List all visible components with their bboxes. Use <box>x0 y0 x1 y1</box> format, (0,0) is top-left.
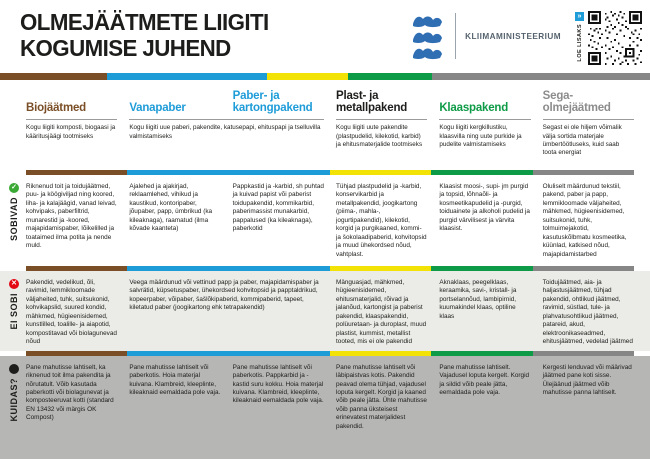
suitable-plastmetall: Tühjad plastpudelid ja -karbid, konservikarbid ja metallpakendid, joogikartong (piima-, mahla-, jogurtipakendid), kilekotid, korgid ja purgikaaned, kommi- ja šokolaadipaberid, kohvitopsid ja muud ühekordsed nõud, vahtplast. <box>336 183 427 258</box>
stripe-kartong <box>187 73 267 80</box>
column-title-vanapaber: Vanapaber <box>129 102 186 115</box>
column-title-klaaspakend: Klaaspakend <box>439 102 509 115</box>
suitable-vanapaber: Ajalehed ja ajakirjad, reklaamlehed, vihikud ja kaustikud, kontoripaber, jõupaber, papp, ümbrikud (ka kileaknaga), raamatud (ilma kõvade kaanteta) <box>129 183 213 233</box>
chevron-right-icon: » <box>575 12 584 21</box>
row-not-suitable-cells <box>26 279 634 347</box>
how-kartongpakend: Pane mahutisse lahtiselt või paberkotis. Pappkarbid ja -kastid suru kokku. Hoia materjal kuivana. Klambreid, kleeplinte, kileaknaid eemaldada pole vaja. <box>232 363 324 405</box>
stripe-plast <box>267 73 348 80</box>
how-plastmetall: Pane mahutisse lahtiselt või läbipaistvas kotis. Pakendid peavad olema tühjad, vajadusel loputa kergelt. Korgid ja kaaned võib peale jätta. Ühte mahutisse võib panna üksteisest erinevatest materjalidest pakendid. <box>336 363 427 430</box>
suitable-biojaatmed: Riknenud toit ja toidujäätmed, puu- ja köögiviljad ning koored, liha- ja kalajäägid, vanad leivad, kohvipaks, paberfiltrid, munarestid ja -koored, majapidamispaber, lõikelilled ja toataimed ilma potita ja nende muld. <box>26 183 117 250</box>
row-not-suitable-rail <box>5 279 23 330</box>
color-stripe-top <box>0 73 650 80</box>
not-suitable-paber: Veega määrdunud või vettinud papp ja paber, majapidamispaber ja salvrätid, küpsetuspaber, ühekordsed kohvitopsid ja papptaldrikud, kopeerpaber, võipaber, šašlõkipaberid, kommipaberid, tapeet, kiletatud paber (joogikartong ehk tetrapakendid) <box>129 279 319 312</box>
header <box>0 0 650 73</box>
row-not-suitable-label: EI SOBI <box>9 293 19 330</box>
stripe-vanapaber <box>107 73 187 80</box>
page-title <box>20 9 269 61</box>
page-title-line1: OLMEJÄÄTMETE LIIGITI <box>20 9 269 35</box>
read-more-label: LOE LISAKS <box>576 24 583 62</box>
row-suitable-rail <box>5 183 23 241</box>
not-suitable-biojaatmed: Pakendid, vedelikud, õli, ravimid, lemmikloomade väljaheited, tuhk, suitsukonid, kohvikapslid, suured kondid, mähkmed, hügieenisidemed, kunstlilled, toalille- ja aiapotid, kompostitavad või biolagunevad nõud <box>26 279 117 346</box>
ministry-logo <box>410 11 642 65</box>
row-suitable-label: SOBIVAD <box>9 197 19 241</box>
not-suitable-klaaspakend: Aknaklaas, peegelklaas, keraamika, savi-, kristall- ja portselannõud, lambipirnid, kuumakindel klaas, optiline klaas <box>439 279 517 320</box>
logo-divider <box>455 13 456 59</box>
row-how-rail <box>5 364 23 422</box>
column-desc-segaolme: Segast ei ole hiljem võimalik välja sortida materjale ümbertöötluseks, kuid saab toota energiat <box>543 119 634 157</box>
row-suitable-cells <box>26 183 634 259</box>
qr-code <box>588 11 642 65</box>
how-klaaspakend: Pane mahutisse lahtiselt. Vajadusel loputa kergelt. Korgid ja sildid võib peale jätta, eemaldada pole vaja. <box>439 363 530 396</box>
not-suitable-plastmetall: Mänguasjad, mähkmed, hügieenisidemed, ehitusmaterjalid, rõivad ja jalanõud, kartongist ja paberist pakendid, klaaspakendid, polüuretaan- ja duroplast, muud plastist, kummist, metallist tooted, mis ei ole pakendid <box>336 279 427 346</box>
how-vanapaber: Pane mahutisse lahtiselt või paberkotis. Hoia materjal kuivana. Klambreid, kleeplinte, kileaknaid eemaldada pole vaja. <box>129 363 221 396</box>
x-circle-icon: ✕ <box>9 279 19 289</box>
column-title-segaolme: Sega-olmejäätmed <box>542 90 611 115</box>
column-desc-plastmetall: Kogu liigiti uute pakendite (plastpudelid, kilekotid, karbid) ja ehitusmaterjalide tootmiseks <box>336 119 427 149</box>
suitable-segaolme: Oluliselt määrdunud tekstiil, pakend, paber ja papp, lemmikloomade väljaheited, mähkmed, hügieenisidemed, suitsukonid, tuhk, tolmuimejakotid, kasutuskõlbmatu kosmeetika, küünlad, katkised nõud, majapidamistarbed <box>542 183 627 258</box>
suitable-kartongpakend: Pappkastid ja -karbid, sh puhtad ja kuivad papist või paberist toidupakendid, kommikarbid, paberimassist munakarbid, pappalused (ka kileaknaga), paberkotid <box>232 183 324 233</box>
page-title-line2: KOGUMISE JUHEND <box>20 35 231 61</box>
column-title-kartongpakend: Paber- ja kartongpakend <box>232 90 313 115</box>
row-how-label: KUIDAS? <box>9 377 19 422</box>
ministry-wordmark: KLIIMAMINISTEERIUM <box>465 32 561 41</box>
check-circle-icon: ✓ <box>9 183 19 193</box>
stripe-sega <box>432 73 650 80</box>
read-more-block <box>575 12 584 62</box>
row-how-cells <box>26 364 634 432</box>
stripe-bio <box>0 73 107 80</box>
dot-circle-icon <box>9 364 19 374</box>
column-headers <box>0 80 650 170</box>
how-segaolme: Kergesti lenduvad või määrivad jäätmed pane koti sisse. Ülejäänud jäätmed võib mahutisse panna lahtiselt. <box>542 363 632 396</box>
column-desc-biojaatmed: Kogu liigiti komposti, biogaasi ja kääritusjäägi tootmiseks <box>26 119 117 141</box>
column-desc-paber: Kogu liigiti uue paberi, pakendite, katusepapi, ehituspapi ja tselluvilla valmistamiseks <box>129 119 324 141</box>
row-not-suitable <box>0 271 650 351</box>
column-desc-klaaspakend: Kogu liigiti kergkillustiku, klaasvilla ning uute purkide ja pudelite valmistamiseks <box>439 119 530 149</box>
suitable-klaaspakend: Klaasist moosi-, supi- jm purgid ja topsid, lõhnaõli- ja kosmeetikapudelid ja -purgid, toiduainete ja alkoholi pudelid ja purgid värvilisest ja värvita klaasist. <box>439 183 530 233</box>
coat-of-arms-icon <box>410 12 446 60</box>
column-title-plastmetall: Plast- ja metallpakend <box>336 90 408 115</box>
row-how <box>0 356 650 459</box>
column-title-biojaatmed: Biojäätmed <box>26 102 86 115</box>
how-biojaatmed: Pane mahutisse lahtiselt, ka riknenud toit ilma pakendita ja nõrutatult. Võib kasutada paberkotti või biolagunevat ja komposteeruvat kotti (standard EN 13432 või märgis OK Compost) <box>26 363 114 422</box>
not-suitable-segaolme: Toidujäätmed, aia- ja haljastusjäätmed, tühjad pakendid, ohtlikud jäätmed, ravimid, süstlad, tule- ja plahvatusohtlikud jäätmed, patareid, akud, elektroonikaseadmed, ehitusjäätmed, vedelad jäätmed <box>542 279 633 346</box>
stripe-klaas <box>348 73 432 80</box>
row-suitable <box>0 175 650 266</box>
